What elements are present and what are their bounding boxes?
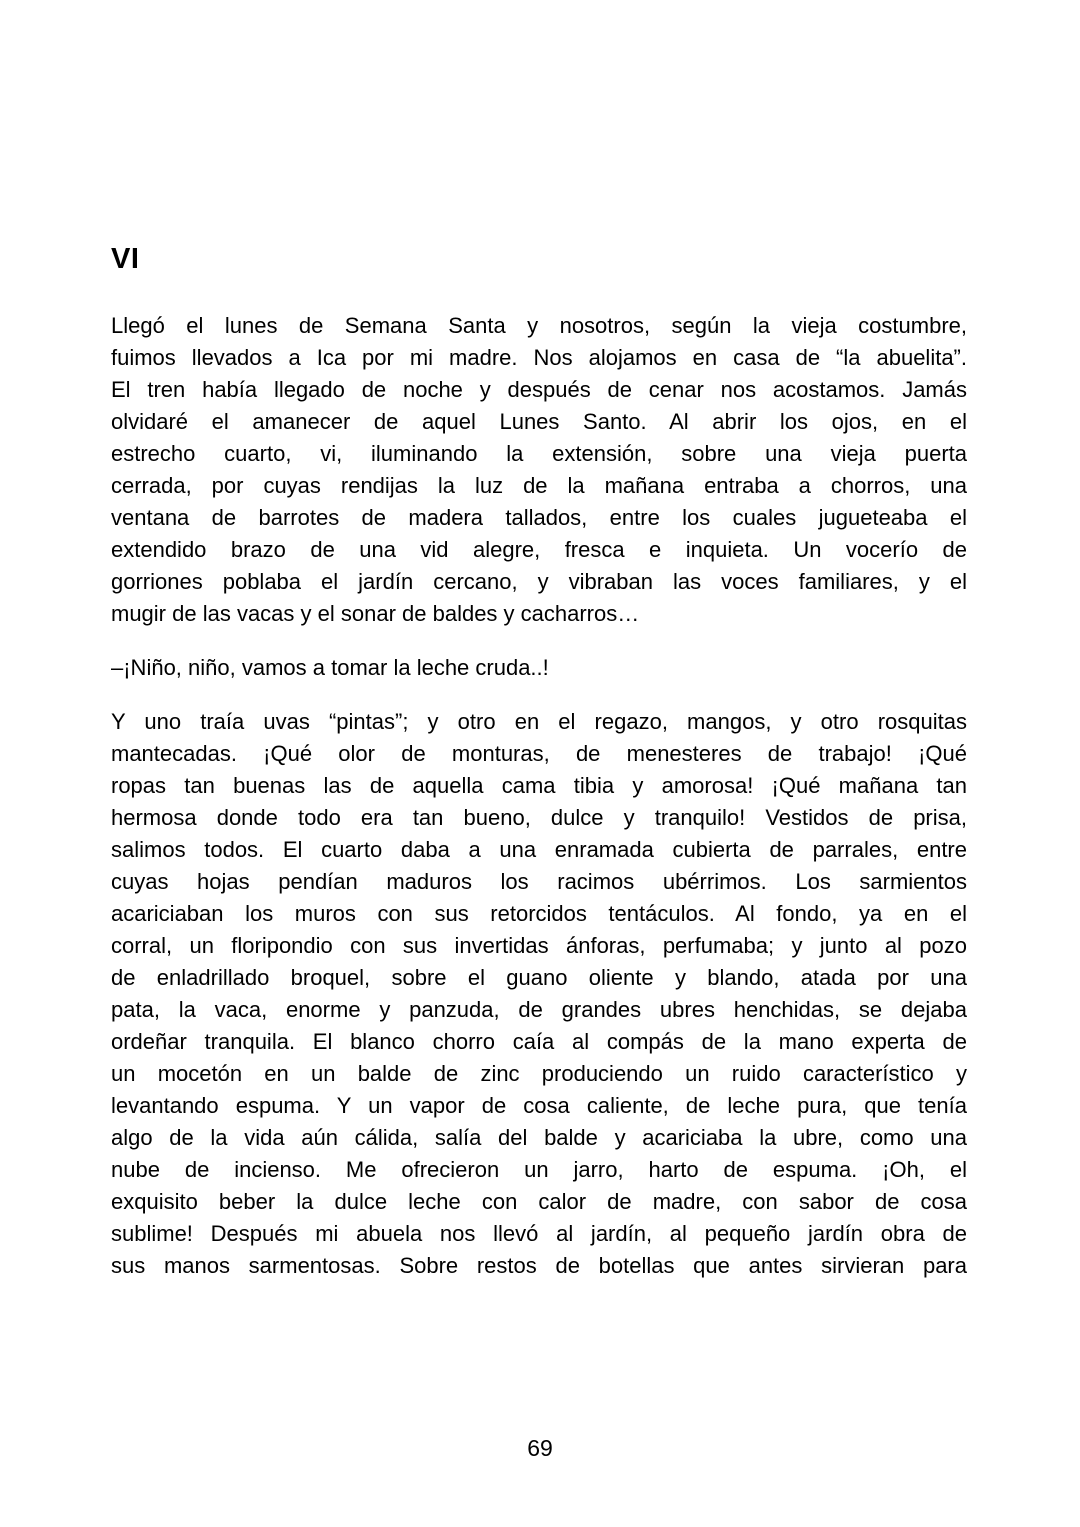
page-body bbox=[111, 310, 967, 1282]
text-line: de enladrillado broquel, sobre el guano oliente y blando, atada por una bbox=[111, 965, 967, 990]
text-line: nube de incienso. Me ofrecieron un jarro, harto de espuma. ¡Oh, el bbox=[111, 1157, 967, 1182]
chapter-heading: VI bbox=[111, 243, 140, 275]
text-line: acariciaban los muros con sus retorcidos tentáculos. Al fondo, ya en el bbox=[111, 901, 967, 926]
page-number: 69 bbox=[527, 1435, 553, 1461]
text-line: sus manos sarmentosas. Sobre restos de botellas que antes sirvieran para bbox=[111, 1253, 967, 1278]
text-line: El tren había llegado de noche y después de cenar nos acostamos. Jamás bbox=[111, 377, 967, 402]
text-line: corral, un floripondio con sus invertidas ánforas, perfumaba; y junto al pozo bbox=[111, 933, 967, 958]
text-line: fuimos llevados a Ica por mi madre. Nos alojamos en casa de “la abuelita”. bbox=[111, 345, 967, 370]
text-line: olvidaré el amanecer de aquel Lunes Santo. Al abrir los ojos, en el bbox=[111, 409, 967, 434]
text-line: sublime! Después mi abuela nos llevó al jardín, al pequeño jardín obra de bbox=[111, 1221, 967, 1246]
paragraph bbox=[111, 652, 967, 684]
text-line: ventana de barrotes de madera tallados, entre los cuales jugueteaba el bbox=[111, 505, 967, 530]
text-line: gorriones poblaba el jardín cercano, y vibraban las voces familiares, y el bbox=[111, 569, 967, 594]
text-line: un mocetón en un balde de zinc produciendo un ruido característico y bbox=[111, 1061, 967, 1086]
text-line: levantando espuma. Y un vapor de cosa caliente, de leche pura, que tenía bbox=[111, 1093, 967, 1118]
text-line: estrecho cuarto, vi, iluminando la extensión, sobre una vieja puerta bbox=[111, 441, 967, 466]
text-line: Llegó el lunes de Semana Santa y nosotros, según la vieja costumbre, bbox=[111, 313, 967, 338]
text-line: mugir de las vacas y el sonar de baldes y cacharros… bbox=[111, 601, 640, 626]
text-line: mantecadas. ¡Qué olor de monturas, de menesteres de trabajo! ¡Qué bbox=[111, 741, 967, 766]
text-line: hermosa donde todo era tan bueno, dulce y tranquilo! Vestidos de prisa, bbox=[111, 805, 967, 830]
text-line: cerrada, por cuyas rendijas la luz de la mañana entraba a chorros, una bbox=[111, 473, 967, 498]
text-line: algo de la vida aún cálida, salía del balde y acariciaba la ubre, como una bbox=[111, 1125, 967, 1150]
text-line: salimos todos. El cuarto daba a una enramada cubierta de parrales, entre bbox=[111, 837, 967, 862]
text-line: exquisito beber la dulce leche con calor de madre, con sabor de cosa bbox=[111, 1189, 967, 1214]
text-line: extendido brazo de una vid alegre, fresca e inquieta. Un vocerío de bbox=[111, 537, 967, 562]
text-line: –¡Niño, niño, vamos a tomar la leche cruda..! bbox=[111, 655, 549, 680]
text-line: cuyas hojas pendían maduros los racimos ubérrimos. Los sarmientos bbox=[111, 869, 967, 894]
text-line: pata, la vaca, enorme y panzuda, de grandes ubres henchidas, se dejaba bbox=[111, 997, 967, 1022]
text-line: ropas tan buenas las de aquella cama tibia y amorosa! ¡Qué mañana tan bbox=[111, 773, 967, 798]
paragraph bbox=[111, 706, 967, 1282]
text-line: ordeñar tranquila. El blanco chorro caía al compás de la mano experta de bbox=[111, 1029, 967, 1054]
paragraph bbox=[111, 310, 967, 630]
text-line: Y uno traía uvas “pintas”; y otro en el regazo, mangos, y otro rosquitas bbox=[111, 709, 967, 734]
